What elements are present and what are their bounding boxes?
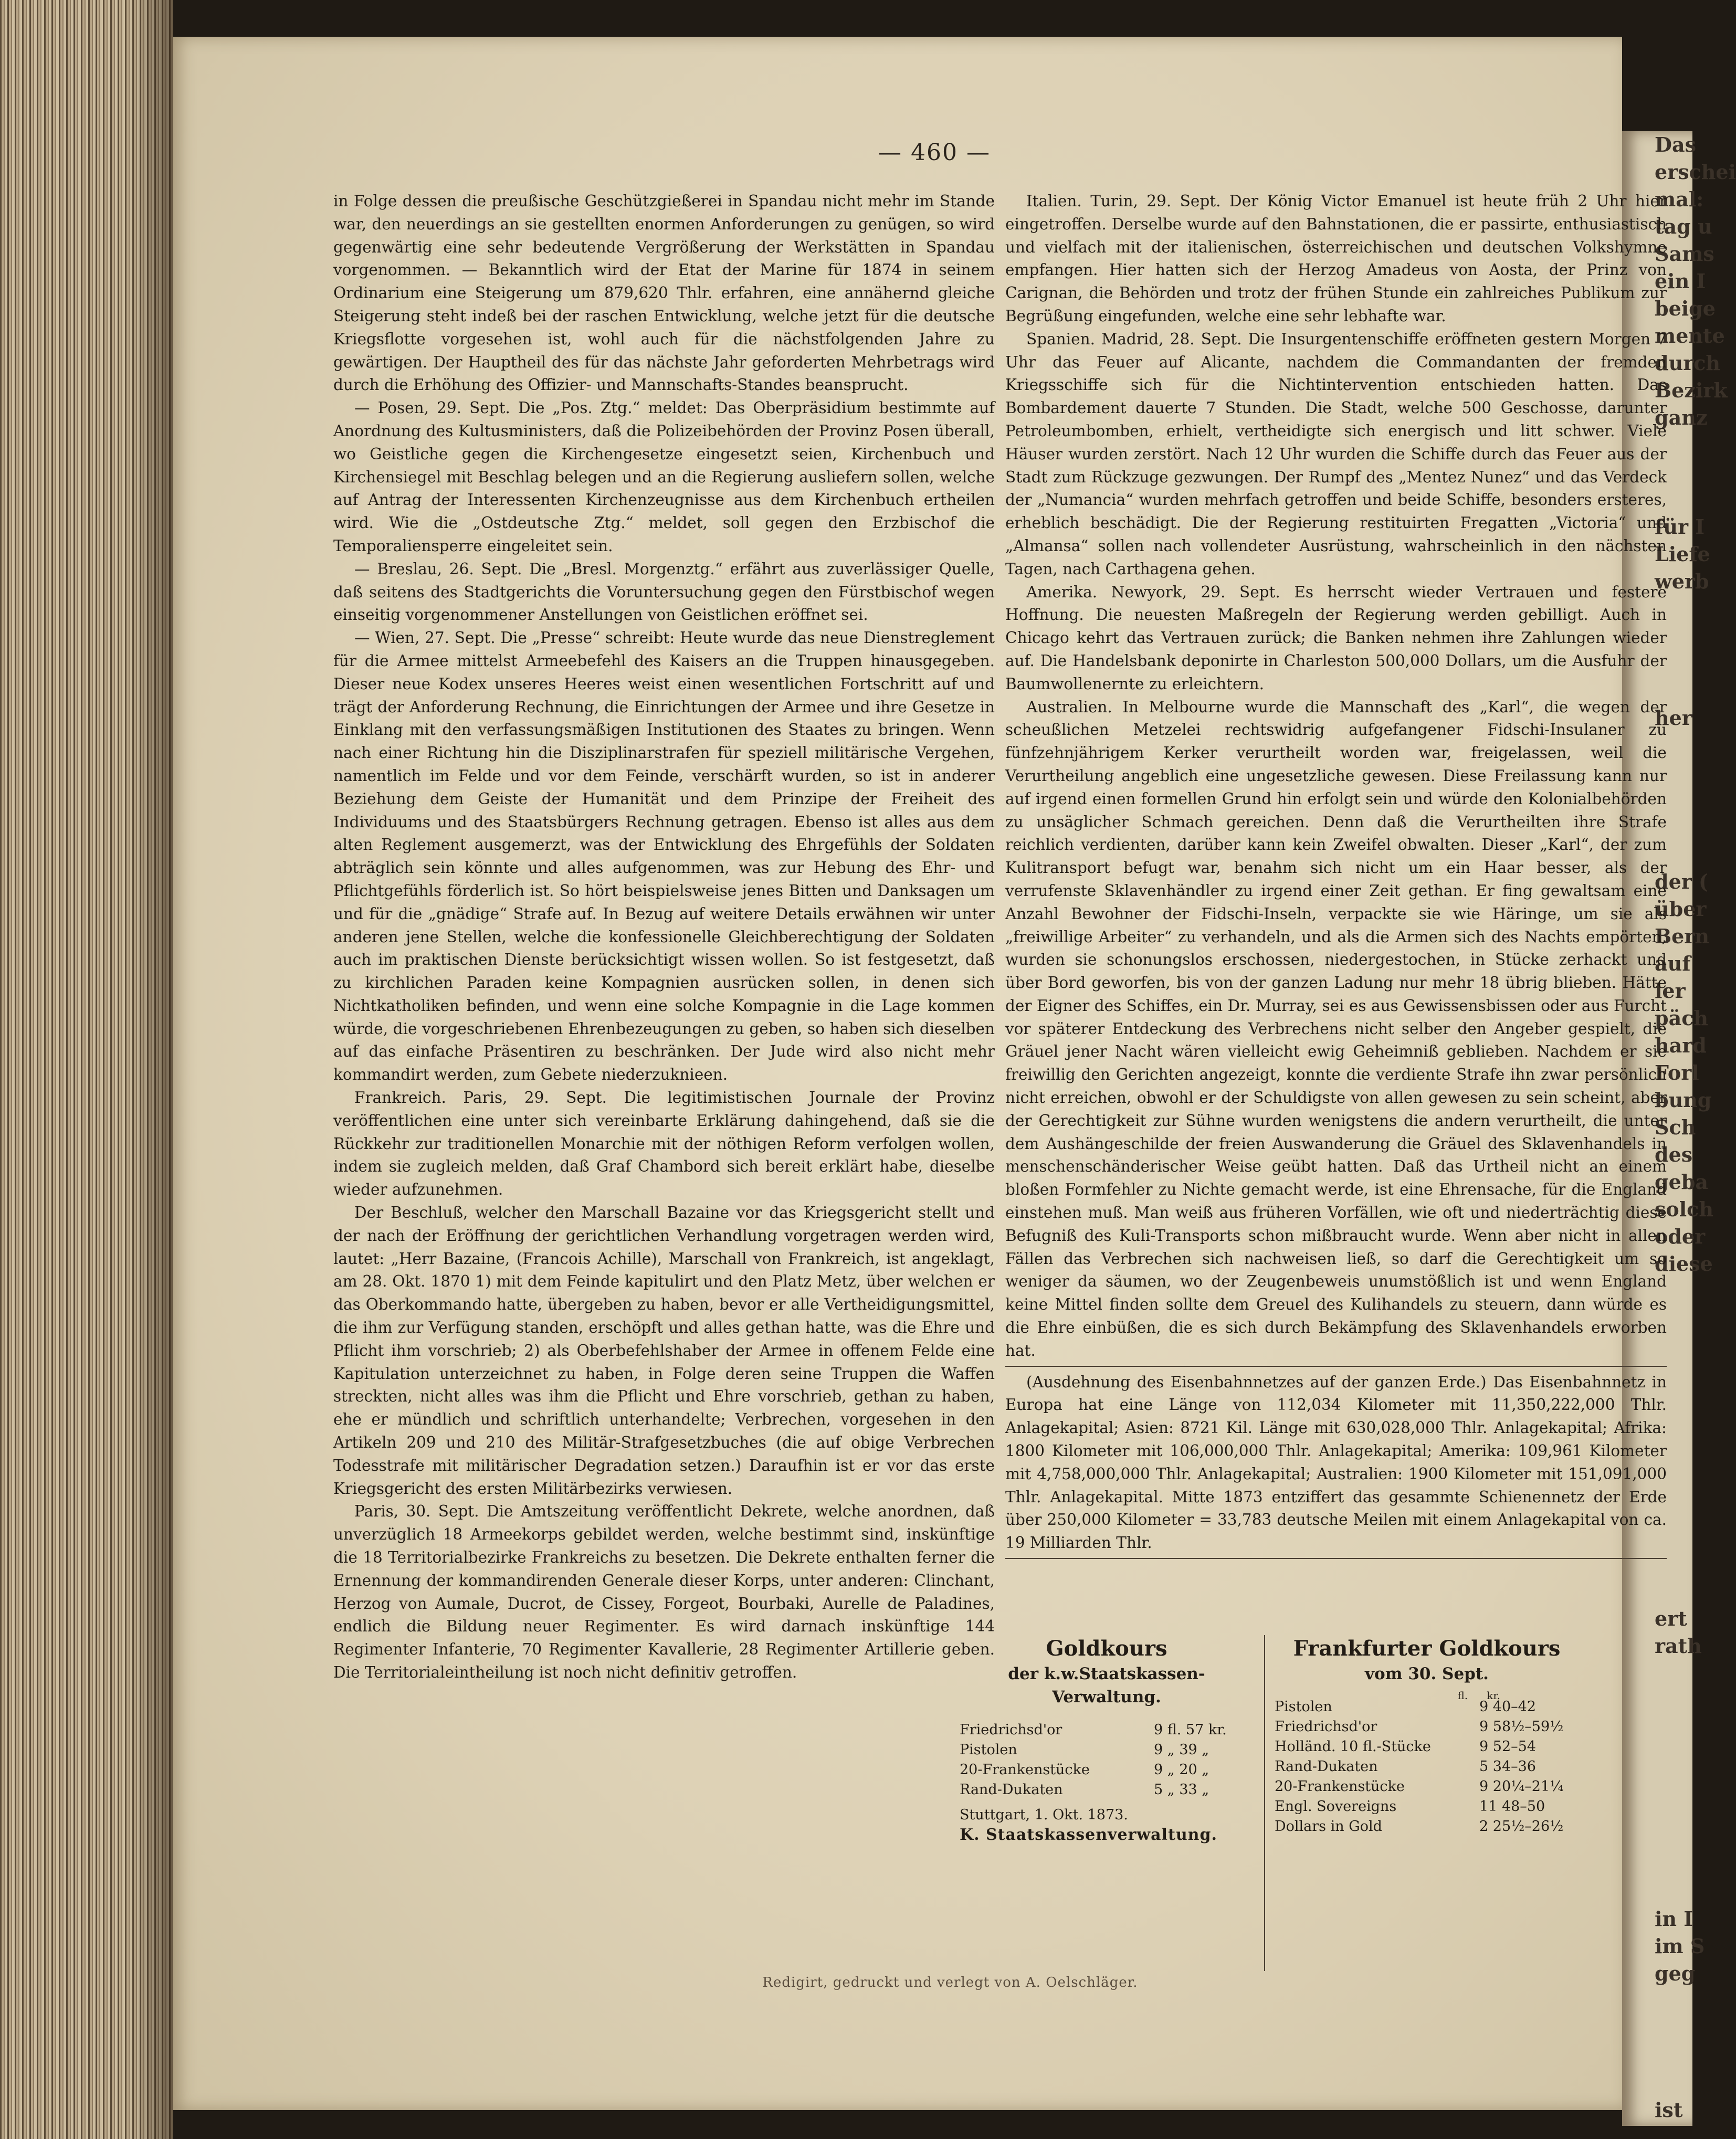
gold-authority: K. Staatskassenverwaltung.	[960, 1826, 1217, 1844]
article-paragraph: Amerika. Newyork, 29. Sept. Es herrscht wieder Vertrauen und festere Hoffnung. Die neuesten Maßregeln der Regierung werden gebilligt. Auch in Chicago kehrt das Vertrauen zurück; die Banken nehmen ihre Zahlungen wieder auf. Die Handelsbank deponirte in Charleston 500,000 Dollars, um die Ausfuhr der Baumwollenernte zu erleichtern.	[1005, 583, 1667, 693]
gold-row	[1275, 1737, 1579, 1757]
gold-row	[960, 1760, 1254, 1780]
coin-rate: 9 fl. 57 kr.	[1154, 1722, 1227, 1738]
article-paragraph: Frankreich. Paris, 29. Sept. Die legitimistischen Journale der Provinz veröffentlichen eine unter sich vereinbarte Erklärung dahingehend, daß sie die Rückkehr zur traditionellen Monarchie mit der nöthigen Reform verfolgen wollen, indem sie zugleich melden, daß Graf Chambord sich bereit erklärt habe, dieselbe wieder aufzunehmen.	[333, 1089, 995, 1199]
coin-rate: 5 „ 33 „	[1154, 1782, 1209, 1798]
gold-place-date: Stuttgart, 1. Okt. 1873.	[960, 1807, 1128, 1823]
gold-row	[1275, 1817, 1579, 1837]
article-paragraph: — Breslau, 26. Sept. Die „Bresl. Morgenztg.“ erfährt aus zuverlässiger Quelle, daß seitens des Stadtgerichts die Voruntersuchung gegen den Fürstbischof wegen einseitig vorgenommener Anstellungen von Geistlichen eröffnet sei.	[333, 560, 995, 624]
article-paragraph: Paris, 30. Sept. Die Amtszeitung veröffentlicht Dekrete, welche anordnen, daß unverzüglich 18 Armeekorps gebildet werden, welche bestimmt sind, inskünftige die 18 Territorialbezirke Frankreichs zu besetzen. Die Dekrete enthalten ferner die Ernennung der kommandirenden Generale dieser Korps, unter anderen: Clinchant, Herzog von Aumale, Ducrot, de Cissey, Forgeot, Bourbaki, Aurelle de Paladines, endlich die Bildung neuer Regimenter. Es wird darnach inskünftige 144 Regimenter Infanterie, 70 Regimenter Kavallerie, 28 Regimenter Artillerie geben. Die Territorialeintheilung ist noch nicht definitiv getroffen.	[333, 1502, 995, 1681]
coin-name: 20-Frankenstücke	[1275, 1778, 1405, 1795]
right-column	[1005, 190, 1667, 1563]
railway-title: (Ausdehnung des Eisenbahnnetzes auf der ganzen Erde.)	[1026, 1373, 1487, 1391]
gold-table-frankfurt	[1264, 1635, 1579, 1971]
adjacent-page-text: Das erschei mal: tag u Sams ein I beige mente durch Bezirk ganz für I Liefe werb her der ( über Bern auf ler päch hard Forl bung Sch des geba solch oder diese ert rath in I im S geg ist	[1655, 133, 1736, 2122]
gold-row	[960, 1720, 1254, 1740]
left-column	[333, 190, 995, 1684]
coin-rate: 9 52–54	[1479, 1738, 1536, 1755]
coin-name: 20-Frankenstücke	[960, 1762, 1090, 1778]
article-paragraph: — Wien, 27. Sept. Die „Presse“ schreibt: Heute wurde das neue Dienstreglement für die Armee mittelst Armeebefehl des Kaisers an die Truppen hinausgegeben. Dieser neue Kodex unseres Heeres weist einen wesentlichen Fortschritt auf und trägt der Anforderung Rechnung, die Einrichtungen der Armee und ihre Gesetze in Einklang mit den verfassungsmäßigen Institutionen des Staates zu bringen. Wenn nach einer Richtung hin die Disziplinarstrafen für speziell militärische Vergehen, namentlich im Felde und vor dem Feinde, verschärft wurden, so ist in anderer Beziehung dem Geiste der Humanität und dem Prinzipe der Freiheit des Individuums und des Staatsbürgers Rechnung getragen. Ebenso ist alles aus dem alten Reglement ausgemerzt, was der Entwicklung des Ehrgefühls der Soldaten abträglich sein könnte und alles aufgenommen, was zur Hebung des Ehr- und Pflichtgefühls förderlich ist. So hört beispielsweise jenes Bitten und Danksagen um und für die „gnädige“ Strafe auf. In Bezug auf weitere Details erwähnen wir unter anderen jene Stellen, welche die konfessionelle Gleichberechtigung der Soldaten auch im praktischen Dienste berücksichtigt wissen wollen. So ist festgesetzt, daß zu kirchlichen Paraden keine Kompagnien ausrücken sollen, in denen sich Nichtkatholiken befinden, und wenn eine solche Kompagnie in die Lage kommen würde, die vorgeschriebenen Ehrenbezeugungen zu geben, so haben sich dieselben auf das einfache Präsentiren zu beschränken. Der Jude wird also nicht mehr kommandirt werden, zum Gebete niederzuknieen.	[333, 629, 995, 1084]
imprint-line: Redigirt, gedruckt und verlegt von A. Oelschläger.	[762, 1975, 1138, 1990]
gold-table-title: Goldkours	[1046, 1636, 1167, 1661]
section-divider	[1005, 1366, 1667, 1367]
article-paragraph: Australien. In Melbourne wurde die Mannschaft des „Karl“, die wegen der scheußlichen Metzelei rechtswidrig aufgefangener Fidschi-Insulaner zu fünfzehnjährigem Kerker verurtheilt worden war, freigelassen, weil die Verurtheilung angeblich eine ungesetzliche gewesen. Diese Freilassung kann nur auf irgend einen formellen Grund hin erfolgt sein und würde den Kolonialbehörden zu unsäglicher Schmach gereichen. Denn daß die Verurtheilten ihre Strafe reichlich verdienten, darüber kann kein Zweifel obwalten. Dieser „Karl“, der zum Kulitransport befugt war, benahm sich nicht um ein Haar besser, als der verrufenste Sklavenhändler zu irgend einer Zeit gethan. Er fing gewaltsam eine Anzahl Bewohner der Fidschi-Inseln, verpackte sie wie Häringe, um sie als „freiwillige Arbeiter“ zu verhandeln, und als die Armen sich des Nachts empörten, wurden sie schonungslos erschossen, niedergestochen, in Stücke zerhackt und über Bord geworfen, bis von der ganzen Ladung nur mehr 18 übrig blieben. Hätte der Eigner des Schiffes, ein Dr. Murray, sei es aus Gewissensbissen oder aus Furcht vor späterer Entdeckung des Verbrechens nicht selber den Angeber gespielt, die Gräuel jener Nacht wären vielleicht ewig Geheimniß geblieben. Nachdem er sie freiwillig den Gerichten angezeigt, konnte die verdiente Strafe ihn zwar persönlich nicht erreichen, obwohl er der Schuldigste von allen gewesen zu sein scheint, aber der Gerechtigkeit zur Sühne wurden wenigstens die andern verurtheilt, die unter dem Aushängeschilde der freien Auswanderung die Gräuel des Sklavenhandels in menschenschänderischer Weise geübt hatten. Daß das Urtheil nicht an einem bloßen Formfehler zu Nichte gemacht werde, ist eine Ehrensache, für die England einstehen muß. Man weiß aus früheren Vorfällen, wie oft und niederträchtig diese Befugniß des Kuli-Transports schon mißbraucht wurde. Wenn aber nicht in allen Fällen das Verbrechen sich nachweisen ließ, so darf die Gerechtigkeit um so weniger da säumen, wo der Zeugenbeweis unumstößlich ist und wenn England keine Mittel finden sollte dem Greuel des Kulihandels zu steuern, dann würde es die Ehre einbüßen, die es sich durch Bekämpfung des Sklavenhandels erworben hat.	[1005, 698, 1667, 1360]
coin-rate: 9 „ 39 „	[1154, 1742, 1209, 1758]
gold-table-subtitle: der k.w.Staatskassen-Verwaltung.	[1008, 1664, 1205, 1706]
gold-row	[1275, 1697, 1579, 1717]
coin-rate: 9 40–42	[1479, 1699, 1536, 1715]
coin-name: Rand-Dukaten	[960, 1782, 1063, 1798]
article-paragraph: Spanien. Madrid, 28. Sept. Die Insurgentenschiffe eröffneten gestern Morgen 7 Uhr das Feuer auf Alicante, nachdem die Commandanten der fremden Kriegsschiffe sich für die Nichtintervention entschieden hatten. Das Bombardement dauerte 7 Stunden. Die Stadt, welche 500 Geschosse, darunter Petroleumbomben, erhielt, vertheidigte sich energisch und litt schwer. Viele Häuser wurden zerstört. Nach 12 Uhr wurden die Schiffe durch das Feuer aus der Stadt zum Rückzuge gezwungen. Der Rumpf des „Mentez Nunez“ und das Verdeck der „Numancia“ wurden mehrfach getroffen und beide Schiffe, besonders ersteres, erheblich beschädigt. Die der Regierung restituirten Fregatten „Victoria“ und „Almansa“ sollen nach vollendeter Ausrüstung, wahrscheinlich in den nächsten Tagen, nach Carthagena gehen.	[1005, 330, 1667, 578]
coin-name: Rand-Dukaten	[1275, 1758, 1378, 1775]
coin-rate: 2 25½–26½	[1479, 1818, 1564, 1835]
article-paragraph: Der Beschluß, welcher den Marschall Bazaine vor das Kriegsgericht stellt und der nach der Eröffnung der gerichtlichen Verhandlung vorgetragen werden wird, lautet: „Herr Bazaine, (Francois Achille), Marschall von Frankreich, ist angeklagt, am 28. Okt. 1870 1) mit dem Feinde kapitulirt und den Platz Metz, über welchen er das Oberkommando hatte, übergeben zu haben, bevor er alle Vertheidigungsmittel, die ihm zur Verfügung standen, erschöpft und alles gethan hatte, was die Ehre und Pflicht ihm vorschrieb; 2) als Oberbefehlshaber der Armee in offenem Felde eine Kapitulation unterzeichnet zu haben, in Folge deren seine Truppen die Waffen streckten, nicht alles was ihm die Pflicht und Ehre vorschrieb, gethan zu haben, ehe er mündlich und schriftlich unterhandelte; Verbrechen, vorgesehen in den Artikeln 209 und 210 des Militär-Strafgesetzbuches (die auf obige Verbrechen Todesstrafe mit militärischer Degradation setzen.) Daraufhin ist er vor das erste Kriegsgericht des ersten Militärbezirks verwiesen.	[333, 1204, 995, 1498]
coin-name: Friedrichsd'or	[960, 1722, 1062, 1738]
coin-name: Engl. Sovereigns	[1275, 1798, 1397, 1815]
gold-table-stuttgart	[960, 1635, 1254, 1971]
article-paragraph: in Folge dessen die preußische Geschützgießerei in Spandau nicht mehr im Stande war, den neuerdings an sie gestellten enormen Anforderungen zu genügen, so wird gegenwärtig eine sehr bedeutende Vergrößerung der Werkstätten in Spandau vorgenommen. — Bekanntlich wird der Etat der Marine für 1874 in seinem Ordinarium eine Steigerung um 879,620 Thlr. erfahren, eine annähernd gleiche Steigerung steht indeß bei der raschen Entwicklung, welche jetzt für die deutsche Kriegsflotte vorgesehen ist, wohl auch für die nächstfolgenden Jahre zu gewärtigen. Der Hauptheil des für das nächste Jahr geforderten Mehrbetrags wird durch die Erhöhung des Offizier- und Mannschafts-Standes beansprucht.	[333, 192, 995, 394]
unit-header	[1275, 1685, 1579, 1702]
coin-rate: 11 48–50	[1479, 1798, 1545, 1815]
gold-row	[1275, 1797, 1579, 1817]
coin-rate: 9 58½–59½	[1479, 1719, 1564, 1735]
coin-name: Holländ. 10 fl.-Stücke	[1275, 1738, 1431, 1755]
gold-table-subtitle: vom 30. Sept.	[1365, 1664, 1489, 1683]
coin-rate: 9 „ 20 „	[1154, 1762, 1209, 1778]
coin-name: Pistolen	[1275, 1699, 1332, 1715]
section-divider	[1005, 1558, 1667, 1559]
gold-rates	[960, 1635, 1569, 1976]
railway-notice	[1005, 1371, 1667, 1555]
coin-name: Dollars in Gold	[1275, 1818, 1382, 1835]
gold-row	[1275, 1757, 1579, 1777]
article-paragraph: — Posen, 29. Sept. Die „Pos. Ztg.“ meldet: Das Oberpräsidium bestimmte auf Anordnung des Kultusministers, daß die Polizeibehörden der Provinz Posen überall, wo Geistliche gegen die Kirchengesetze eingesetzt seien, Kirchenbuch und Kirchensiegel mit Beschlag belegen und an die Regierung ausliefern sollen, welche auf Antrag der Interessenten Kirchenzeugnisse aus dem Kirchenbuch ertheilen wird. Wie die „Ostdeutsche Ztg.“ meldet, soll gegen den Erzbischof die Temporaliensperre eingeleitet sein.	[333, 399, 995, 555]
coin-rate: 5 34–36	[1479, 1758, 1536, 1775]
unit-fl: fl.	[1457, 1689, 1468, 1702]
gold-row	[1275, 1777, 1579, 1797]
unit-kr: kr.	[1487, 1689, 1500, 1702]
coin-name: Friedrichsd'or	[1275, 1719, 1377, 1735]
gold-table-title: Frankfurter Goldkours	[1293, 1636, 1561, 1661]
article-paragraph: Italien. Turin, 29. Sept. Der König Victor Emanuel ist heute früh 2 Uhr hier eingetroffen. Derselbe wurde auf den Bahnstationen, die er passirte, enthusiastisch und vielfach mit der italienischen, österreichischen und deutschen Volkshymne empfangen. Hier hatten sich der Herzog Amadeus von Aosta, der Prinz von Carignan, die Behörden und trotz der frühen Stunde ein zahlreiches Publikum zur Begrüßung eingefunden, welche eine sehr lebhafte war.	[1005, 192, 1667, 325]
gold-row	[1275, 1717, 1579, 1737]
railway-text: Das Eisenbahnnetz in Europa hat eine Länge von 112,034 Kilometer mit 11,350,222,000 Thlr. Anlagekapital; Asien: 8721 Kil. Länge mit 630,028,000 Thlr. Anlagekapital; Afrika: 1800 Kilometer mit 106,000,000 Thlr. Anlagekapital; Amerika: 109,961 Kilometer mit 4,758,000,000 Thlr. Anlagekapital; Australien: 1900 Kilometer mit 151,091,000 Thlr. Anlagekapital. Mitte 1873 entziffert das gesammte Schienennetz der Erde über 250,000 Kilometer = 33,783 deutsche Meilen mit einem Anlagekapital von ca. 19 Milliarden Thlr.	[1005, 1373, 1667, 1552]
coin-name: Pistolen	[960, 1742, 1017, 1758]
page-number: — 460 —	[878, 139, 991, 166]
gold-row	[960, 1740, 1254, 1760]
book-page-edges	[0, 0, 173, 2139]
coin-rate: 9 20¼–21¼	[1479, 1778, 1564, 1795]
gold-row	[960, 1780, 1254, 1800]
